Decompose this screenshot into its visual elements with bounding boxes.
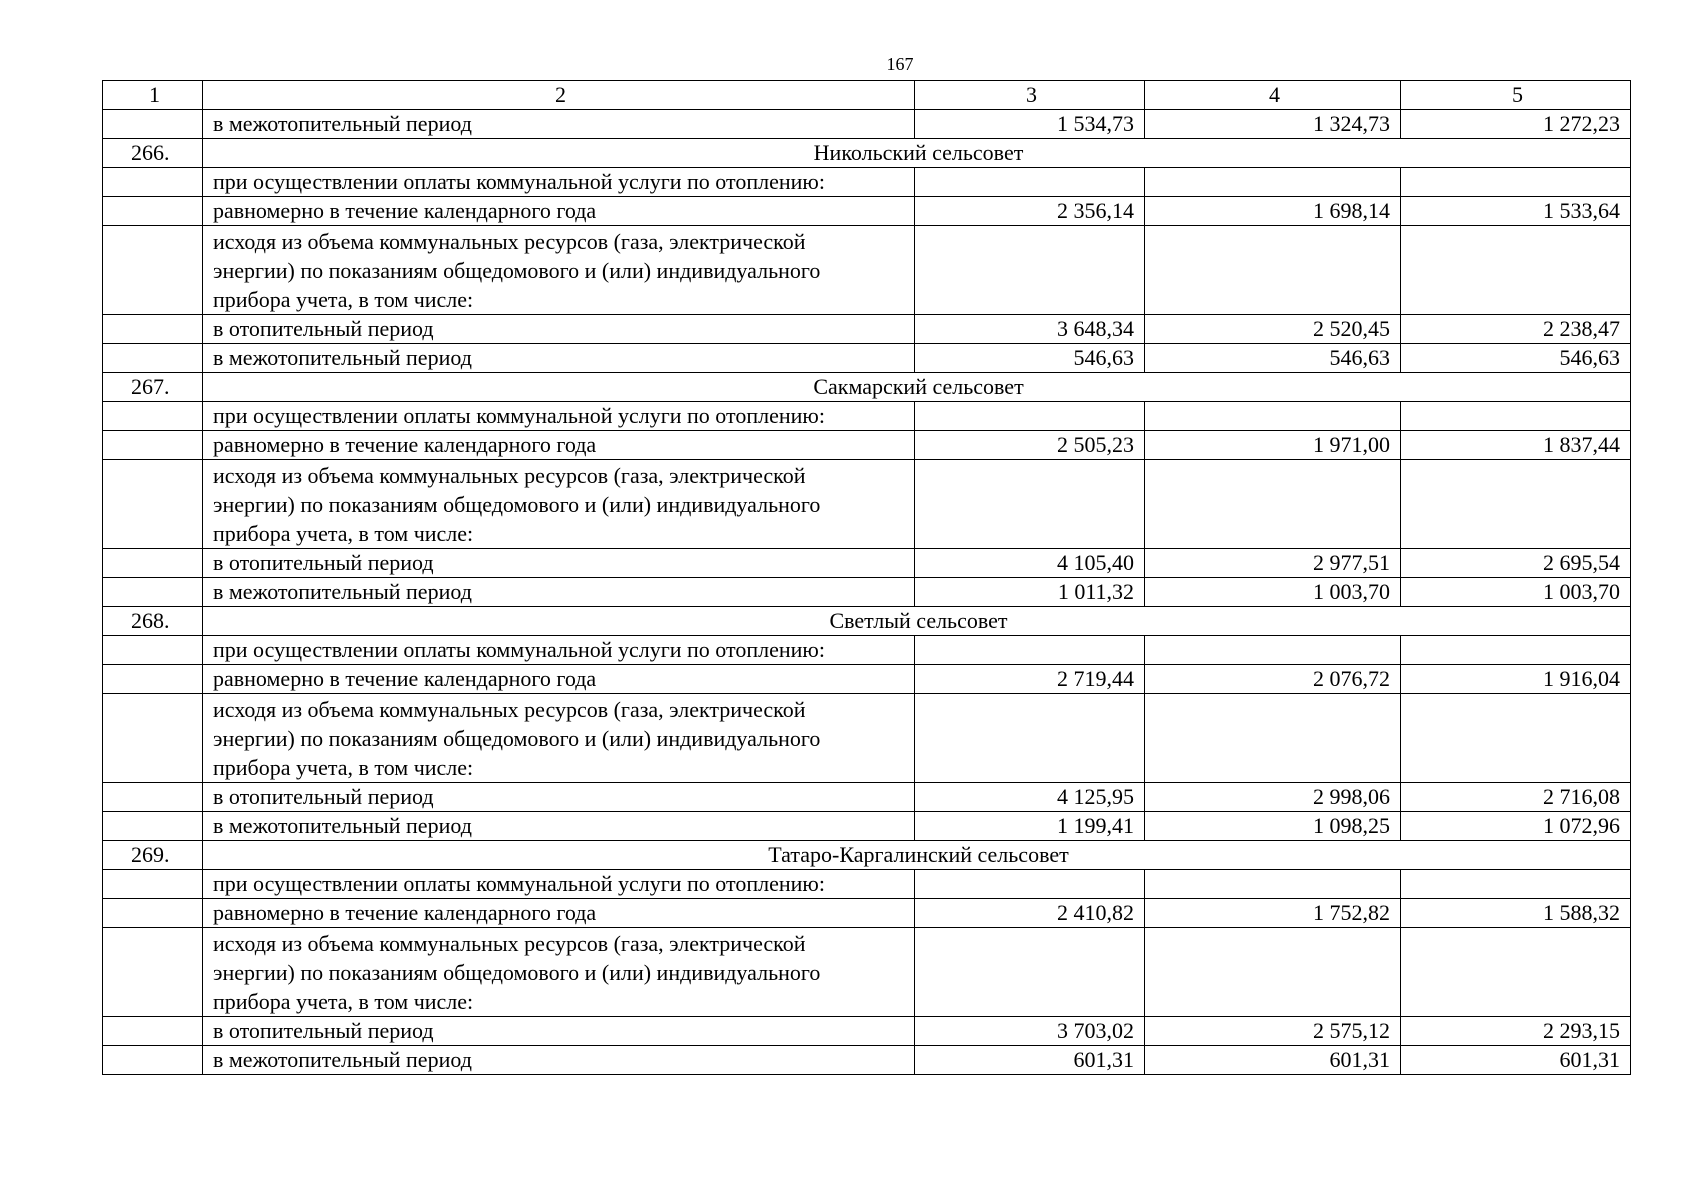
value-col-5: 2 238,47 [1401,315,1631,344]
table-row [103,1046,1631,1075]
row-description: в межотопительный период [203,344,915,373]
description-line: прибора учета, в том числе: [213,755,474,780]
description-line: исходя из объема коммунальных ресурсов (газа, электрической [213,931,806,956]
row-number-cell [103,460,203,549]
description-line: исходя из объема коммунальных ресурсов (газа, электрической [213,463,806,488]
value-col-4 [1145,694,1401,783]
description-line: исходя из объема коммунальных ресурсов (газа, электрической [213,697,806,722]
value-col-3 [915,460,1145,549]
row-description: в отопительный период [203,315,915,344]
value-col-5 [1401,694,1631,783]
table-row [103,549,1631,578]
row-number-cell [103,431,203,460]
value-col-3: 3 703,02 [915,1017,1145,1046]
row-description: при осуществлении оплаты коммунальной услуги по отоплению: [203,636,915,665]
row-description [203,694,915,783]
value-col-5: 546,63 [1401,344,1631,373]
section-number: 267. [103,373,203,402]
value-col-5 [1401,168,1631,197]
value-col-5: 1 916,04 [1401,665,1631,694]
table-row [103,578,1631,607]
row-description: в межотопительный период [203,110,915,139]
table-header-row [103,81,1631,110]
value-col-5: 2 716,08 [1401,783,1631,812]
value-col-4 [1145,402,1401,431]
label-row [103,636,1631,665]
value-col-4: 2 076,72 [1145,665,1401,694]
row-number-cell [103,665,203,694]
value-col-5: 2 293,15 [1401,1017,1631,1046]
row-description: равномерно в течение календарного года [203,197,915,226]
value-col-4 [1145,460,1401,549]
value-col-5: 1 588,32 [1401,899,1631,928]
row-number-cell [103,402,203,431]
row-number-cell [103,168,203,197]
tariff-table [102,80,1631,1075]
value-col-4: 1 324,73 [1145,110,1401,139]
page-number: 167 [886,54,914,74]
row-description [203,226,915,315]
row-description: в отопительный период [203,1017,915,1046]
description-line: прибора учета, в том числе: [213,521,474,546]
value-col-3 [915,226,1145,315]
section-row [103,607,1631,636]
row-number-cell [103,578,203,607]
description-line: прибора учета, в том числе: [213,989,474,1014]
value-col-4 [1145,636,1401,665]
row-description: равномерно в течение календарного года [203,899,915,928]
value-col-5: 1 533,64 [1401,197,1631,226]
value-col-3 [915,168,1145,197]
section-row [103,841,1631,870]
label-row [103,402,1631,431]
table-row [103,665,1631,694]
row-description: в межотопительный период [203,578,915,607]
row-number-cell [103,899,203,928]
table-row [103,315,1631,344]
value-col-4: 2 998,06 [1145,783,1401,812]
table-row [103,344,1631,373]
value-col-5 [1401,636,1631,665]
row-description: равномерно в течение календарного года [203,665,915,694]
row-description: в межотопительный период [203,812,915,841]
row-number-cell [103,110,203,139]
label-row [103,870,1631,899]
value-col-3 [915,870,1145,899]
value-col-4 [1145,870,1401,899]
table-row [103,899,1631,928]
column-header-3: 3 [915,81,1145,110]
row-number-cell [103,1017,203,1046]
column-header-1: 1 [103,81,203,110]
table-row [103,197,1631,226]
value-col-5 [1401,928,1631,1017]
value-col-3: 4 105,40 [915,549,1145,578]
value-col-3: 2 505,23 [915,431,1145,460]
row-number-cell [103,636,203,665]
value-col-3 [915,694,1145,783]
row-description: равномерно в течение календарного года [203,431,915,460]
value-col-4 [1145,226,1401,315]
multiline-row [103,694,1631,783]
table-body [103,110,1631,1075]
row-number-cell [103,197,203,226]
section-row [103,139,1631,168]
row-description: в отопительный период [203,549,915,578]
value-col-4: 546,63 [1145,344,1401,373]
row-number-cell [103,783,203,812]
row-number-cell [103,344,203,373]
description-line: исходя из объема коммунальных ресурсов (газа, электрической [213,229,806,254]
value-col-3 [915,928,1145,1017]
section-title: Сакмарский сельсовет [203,373,1631,402]
value-col-4: 1 098,25 [1145,812,1401,841]
value-col-3: 601,31 [915,1046,1145,1075]
value-col-4: 2 575,12 [1145,1017,1401,1046]
row-number-cell [103,549,203,578]
description-line: прибора учета, в том числе: [213,287,474,312]
row-description: при осуществлении оплаты коммунальной услуги по отоплению: [203,168,915,197]
row-number-cell [103,315,203,344]
section-row [103,373,1631,402]
value-col-3: 1 199,41 [915,812,1145,841]
row-description: в отопительный период [203,783,915,812]
section-title: Светлый сельсовет [203,607,1631,636]
description-line: энергии) по показаниям общедомового и (или) индивидуального [213,726,821,751]
row-number-cell [103,694,203,783]
row-number-cell [103,928,203,1017]
table-row [103,110,1631,139]
value-col-4: 1 698,14 [1145,197,1401,226]
value-col-3 [915,636,1145,665]
row-description: при осуществлении оплаты коммунальной услуги по отоплению: [203,402,915,431]
row-number-cell [103,1046,203,1075]
value-col-3: 546,63 [915,344,1145,373]
section-number: 268. [103,607,203,636]
column-header-5: 5 [1401,81,1631,110]
value-col-5: 601,31 [1401,1046,1631,1075]
tariff-table-container [102,80,1631,1075]
section-title: Татаро-Каргалинский сельсовет [203,841,1631,870]
value-col-5 [1401,460,1631,549]
value-col-4: 1 003,70 [1145,578,1401,607]
value-col-3: 1 534,73 [915,110,1145,139]
row-number-cell [103,812,203,841]
value-col-5 [1401,870,1631,899]
value-col-4 [1145,928,1401,1017]
value-col-5: 2 695,54 [1401,549,1631,578]
value-col-5 [1401,226,1631,315]
description-line: энергии) по показаниям общедомового и (или) индивидуального [213,960,821,985]
column-header-4: 4 [1145,81,1401,110]
table-row [103,431,1631,460]
section-number: 269. [103,841,203,870]
value-col-3: 4 125,95 [915,783,1145,812]
value-col-3: 3 648,34 [915,315,1145,344]
multiline-row [103,226,1631,315]
value-col-4: 2 520,45 [1145,315,1401,344]
section-number: 266. [103,139,203,168]
value-col-5 [1401,402,1631,431]
multiline-row [103,928,1631,1017]
value-col-5: 1 072,96 [1401,812,1631,841]
value-col-5: 1 837,44 [1401,431,1631,460]
value-col-5: 1 272,23 [1401,110,1631,139]
value-col-5: 1 003,70 [1401,578,1631,607]
row-description: в межотопительный период [203,1046,915,1075]
label-row [103,168,1631,197]
column-header-2: 2 [203,81,915,110]
value-col-4: 601,31 [1145,1046,1401,1075]
value-col-4 [1145,168,1401,197]
value-col-3: 1 011,32 [915,578,1145,607]
value-col-4: 1 971,00 [1145,431,1401,460]
row-description: при осуществлении оплаты коммунальной услуги по отоплению: [203,870,915,899]
section-title: Никольский сельсовет [203,139,1631,168]
value-col-3 [915,402,1145,431]
table-row [103,783,1631,812]
value-col-4: 1 752,82 [1145,899,1401,928]
row-number-cell [103,226,203,315]
value-col-3: 2 719,44 [915,665,1145,694]
value-col-3: 2 410,82 [915,899,1145,928]
value-col-4: 2 977,51 [1145,549,1401,578]
row-number-cell [103,870,203,899]
row-description [203,928,915,1017]
description-line: энергии) по показаниям общедомового и (или) индивидуального [213,492,821,517]
row-description [203,460,915,549]
value-col-3: 2 356,14 [915,197,1145,226]
description-line: энергии) по показаниям общедомового и (или) индивидуального [213,258,821,283]
multiline-row [103,460,1631,549]
table-row [103,812,1631,841]
table-row [103,1017,1631,1046]
